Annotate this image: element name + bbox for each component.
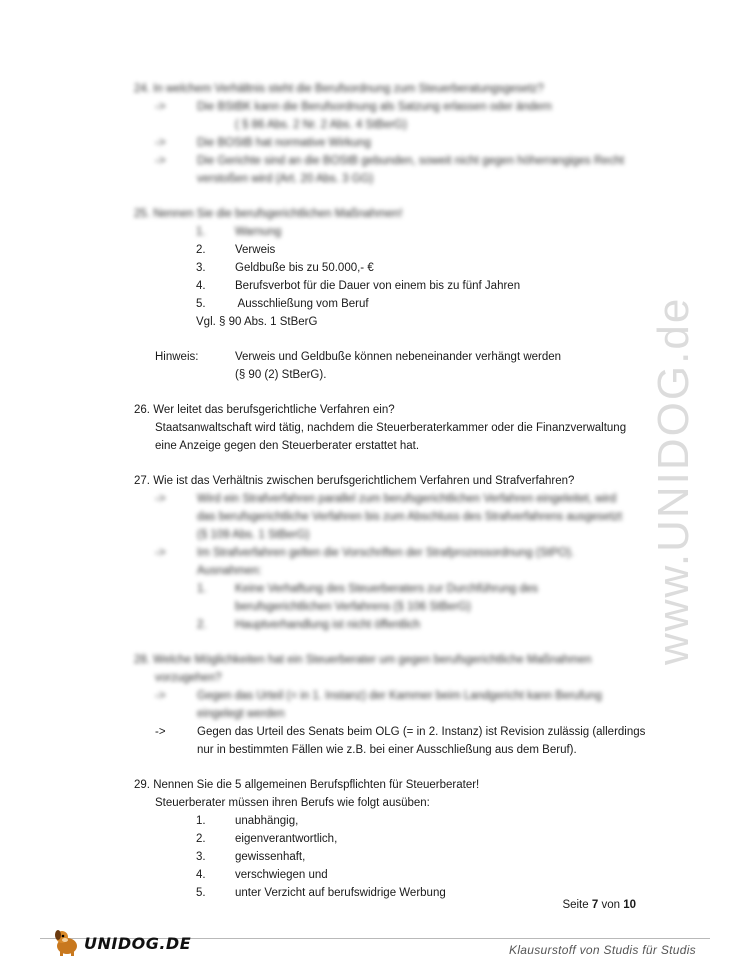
q25-question: 25. Nennen Sie die berufsgerichtlichen Maßnahmen! xyxy=(134,208,403,220)
q28-answer-line-4: nur in bestimmten Fällen wie z.B. bei einer Ausschließung aus dem Beruf). xyxy=(197,744,577,756)
logo-text: UNIDOG.DE xyxy=(84,933,192,953)
q29-item-4: 4. verschwiegen und xyxy=(196,869,328,881)
q25-hint-line-1: Verweis und Geldbuße können nebeneinander verhängt werden xyxy=(235,351,562,363)
q28-answer-line-1: -> Gegen das Urteil (= in 1. Instanz) der Kammer beim Landgericht kann Berufung xyxy=(155,690,602,702)
q27-answer-line-1: -> Wird ein Strafverfahren parallel zum berufsgerichtlichen Verfahren eingeleitet, wird xyxy=(155,493,617,505)
watermark xyxy=(618,255,718,675)
q27-answer-line-7: berufsgerichtlichen Verfahrens (§ 106 StBerG) xyxy=(235,601,471,613)
q24-item-2: ( § 86 Abs. 2 Nr. 2 Abs. 4 StBerG) xyxy=(235,119,407,131)
q27-question: 27. Wie ist das Verhältnis zwischen berufsgerichtlichem Verfahren und Strafverfahren? xyxy=(134,475,575,487)
q25-reference: Vgl. § 90 Abs. 1 StBerG xyxy=(196,316,318,328)
q29-item-3: 3. gewissenhaft, xyxy=(196,851,306,863)
q28-question: 28. Welche Möglichkeiten hat ein Steuerberater um gegen berufsgerichtliche Maßnahmen xyxy=(134,654,592,666)
q29-item-2: 2. eigenverantwortlich, xyxy=(196,833,338,845)
q27-answer-line-3: (§ 109 Abs. 1 StBerG) xyxy=(197,529,310,541)
q24-item-4: -> Die Gerichte sind an die BOStB gebunden, soweit nicht gegen höherrangiges Recht xyxy=(155,155,625,167)
q29-item-1: 1. unabhängig, xyxy=(196,815,299,827)
q26-answer-line-2: eine Anzeige gegen den Steuerberater erstattet hat. xyxy=(155,440,420,452)
footer-tagline: Klausurstoff von Studis für Studis xyxy=(509,943,696,957)
q26-answer-line-1: Staatsanwaltschaft wird tätig, nachdem die Steuerberaterkammer oder die Finanzverwaltung xyxy=(155,422,627,434)
unidog-logo xyxy=(52,928,191,958)
q27-answer-line-5: Ausnahmen: xyxy=(197,565,262,577)
q25-item-2: 2. Verweis xyxy=(196,244,276,256)
q27-answer-line-2: das berufsgerichtliche Verfahren bis zum Abschluss des Strafverfahrens ausgesetzt xyxy=(197,511,623,523)
q25-hint-label: Hinweis: xyxy=(155,351,199,363)
q29-intro: Steuerberater müssen ihren Berufs wie folgt ausüben: xyxy=(155,797,430,809)
q27-answer-line-6: 1. Keine Verhaftung des Steuerberaters zur Durchführung des xyxy=(197,583,539,595)
q25-item-5: 5. Ausschließung vom Beruf xyxy=(196,298,369,310)
q25-item-3: 3. Geldbuße bis zu 50.000,- € xyxy=(196,262,374,274)
q24-item-3: -> Die BOStB hat normative Wirkung xyxy=(155,137,371,149)
page-number: Seite 7 von 10 xyxy=(562,899,636,911)
q24-item-5: verstoßen wird (Art. 20 Abs. 3 GG) xyxy=(197,173,374,185)
q29-item-5: 5. unter Verzicht auf berufswidrige Werbung xyxy=(196,887,446,899)
q28-answer-line-2: eingelegt werden xyxy=(197,708,285,720)
dog-icon xyxy=(52,928,82,958)
q28-question-line-2: vorzugehen? xyxy=(155,672,222,684)
q24-question: 24. In welchem Verhältnis steht die Berufsordnung zum Steuerberatungsgesetz? xyxy=(134,83,544,95)
q24-item-1: -> Die BStBK kann die Berufsordnung als Satzung erlassen oder ändern xyxy=(155,101,552,113)
q25-item-4: 4. Berufsverbot für die Dauer von einem bis zu fünf Jahren xyxy=(196,280,521,292)
q26-question: 26. Wer leitet das berufsgerichtliche Verfahren ein? xyxy=(134,404,395,416)
watermark-text: www.UNIDOG.de xyxy=(649,296,698,665)
q25-item-1: 1. Warnung xyxy=(196,226,282,238)
q28-answer-line-3: -> Gegen das Urteil des Senats beim OLG (= in 2. Instanz) ist Revision zulässig (allerdings xyxy=(155,726,646,738)
q25-hint-line-2: (§ 90 (2) StBerG). xyxy=(235,369,327,381)
q29-question: 29. Nennen Sie die 5 allgemeinen Berufspflichten für Steuerberater! xyxy=(134,779,480,791)
q27-answer-line-8: 2. Hauptverhandlung ist nicht öffentlich xyxy=(197,619,421,631)
q27-answer-line-4: -> Im Strafverfahren gelten die Vorschriften der Strafprozessordnung (StPO). xyxy=(155,547,575,559)
